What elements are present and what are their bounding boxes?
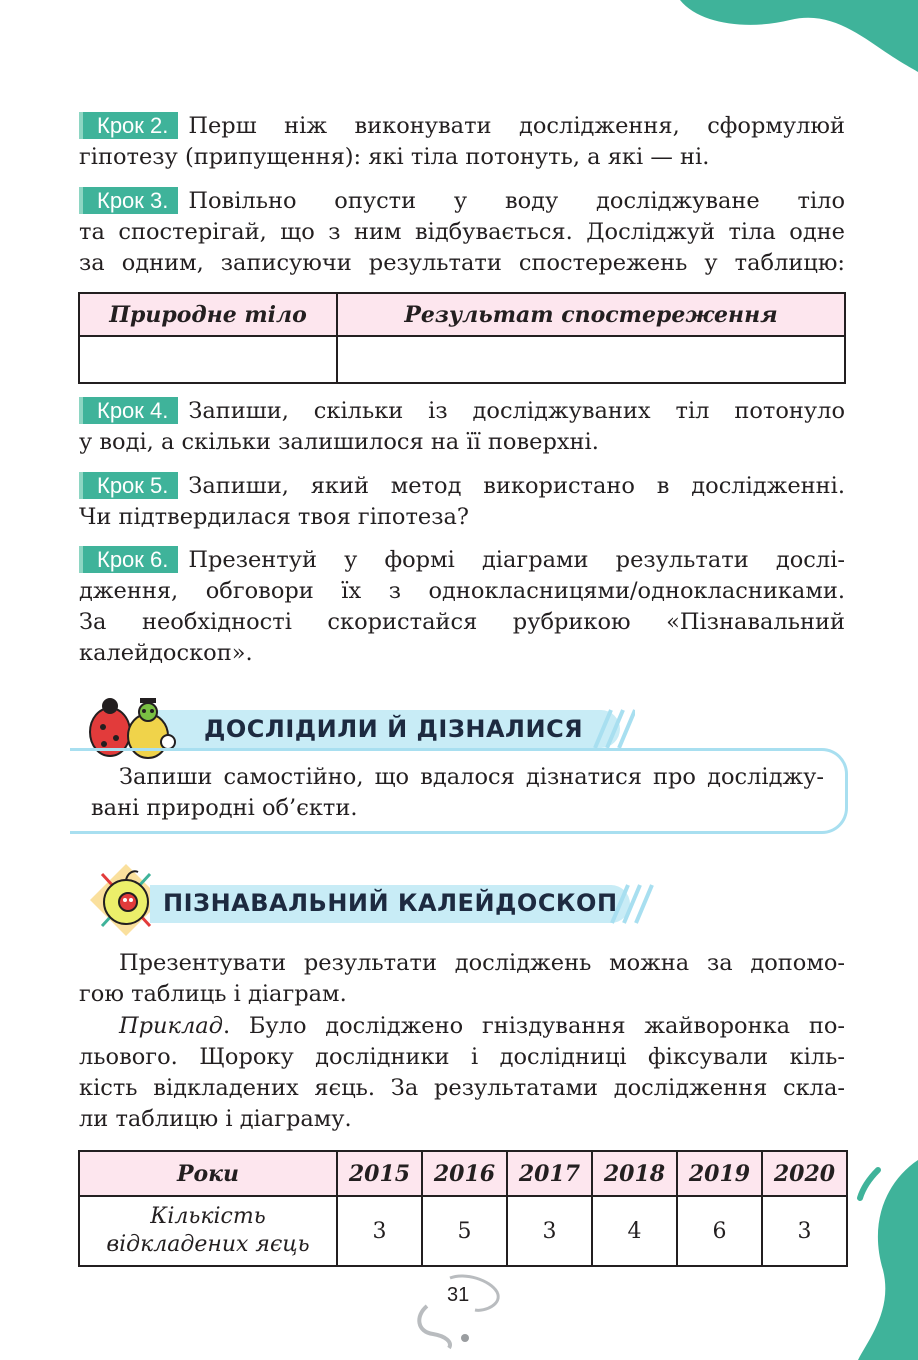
corner-decoration-top (660, 0, 918, 80)
value-cell: 3 (507, 1196, 592, 1266)
year-cell: 2017 (507, 1151, 592, 1196)
step-label: Крок 4. (79, 397, 178, 424)
step-4: Крок 4. Запиши, скільки із досліджуваних тіл потонуло у воді, а скільки залишилося на її поверхні. (79, 398, 845, 455)
year-cell: 2020 (762, 1151, 847, 1196)
step-6: Крок 6. Презентуй у формі діаграми результати дослі- дження, обговори їх з однокласницями/однокласниками. За необхідності скористайся рубрикою «Пізнавальний калейдоскоп». (79, 547, 845, 666)
stripes-decoration (585, 708, 635, 750)
table-row (79, 1151, 847, 1196)
row-label: Кількість відкладених яєць (79, 1196, 337, 1266)
section-title-learned: ДОСЛІДИЛИ Й ДІЗНАЛИСЯ (204, 715, 584, 743)
value-cell: 4 (592, 1196, 677, 1266)
observation-table (78, 292, 846, 384)
step-label: Крок 5. (79, 472, 178, 499)
year-cell: 2015 (337, 1151, 422, 1196)
column-header: Природне тіло (79, 293, 337, 336)
value-cell: 3 (337, 1196, 422, 1266)
table-header: Роки (79, 1151, 337, 1196)
eggs-data-table (78, 1150, 848, 1267)
table-row (79, 1196, 847, 1266)
value-cell: 5 (422, 1196, 507, 1266)
year-cell: 2016 (422, 1151, 507, 1196)
year-cell: 2018 (592, 1151, 677, 1196)
column-header: Результат спостереження (337, 293, 845, 336)
step-label: Крок 2. (79, 112, 178, 139)
value-cell: 6 (677, 1196, 762, 1266)
page-number: 31 (447, 1284, 470, 1306)
step-3: Крок 3. Повільно опусти у воду досліджуване тіло та спостерігай, що з ним відбувається. Досліджуй тіла одне за одним, записуючи результати спостережень у таблицю: (79, 188, 845, 276)
step-2: Крок 2. Перш ніж виконувати дослідження, сформулюй гіпотезу (припущення): які тіла потонуть, а які — ні. (79, 113, 845, 170)
empty-cell (337, 336, 845, 383)
step-label: Крок 3. (79, 187, 178, 214)
corner-decoration-bottom (848, 1160, 918, 1360)
kaleido-paragraph-2: Приклад. Було досліджено гніздування жайворонка по- льового. Щороку дослідники і дослідниці фіксували кіль- кість відкладених яєць. За результатами дослідження скла- ли таблицю і діаграму. (79, 1013, 845, 1132)
step-label: Крок 6. (79, 546, 178, 573)
step-5: Крок 5. Запиши, який метод використано в дослідженні. Чи підтвердилася твоя гіпотеза? (79, 473, 845, 530)
year-cell: 2019 (677, 1151, 762, 1196)
section-title-kaleidoscope: ПІЗНАВАЛЬНИЙ КАЛЕЙДОСКОП (163, 889, 618, 917)
empty-cell (79, 336, 337, 383)
kaleido-paragraph-1: Презентувати результати досліджень можна за допомо- гою таблиць і діаграм. (79, 950, 845, 1007)
value-cell: 3 (762, 1196, 847, 1266)
learned-text: Запиши самостійно, що вдалося дізнатися про досліджу- вані природні об’єкти. (91, 764, 824, 821)
